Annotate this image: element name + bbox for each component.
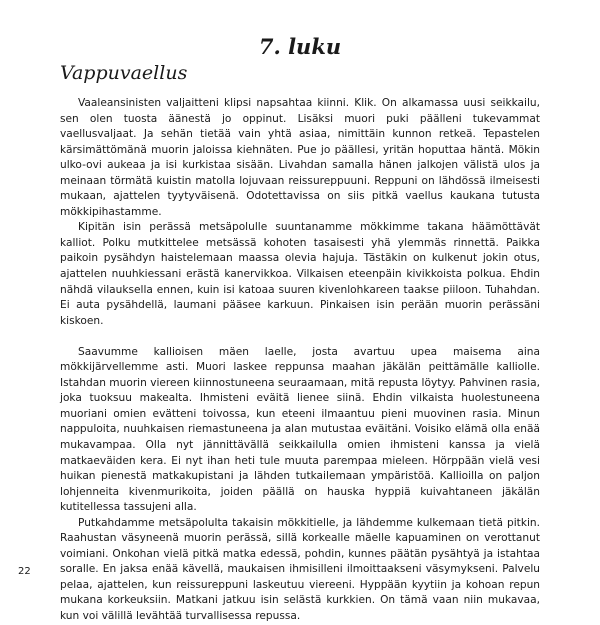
paragraph-1: Vaaleansinisten valjaitteni klipsi napsahtaa kiinni. Klik. On alkamassa uusi seikkailu, sen olen tuosta äänestä jo oppinut. Lisäksi muori puki päälleni tukevammat vaellusvaljaat. Ja sehän tietää vain yhtä asiaa, nimittäin kunnon retkeä. Tepastelen kärsimättömänä muorin jaloissa kiehnäten. Pue jo päällesi, yritän hoputtaa häntä. Mökin ulko-ovi aukeaa ja isi kurkistaa sisään. Livahdan samalla hänen jalkojen välistä ulos ja meinaan törmätä kuistin matolla lojuvaan reissureppuuni. Reppuni on lähdössä ilmeisesti mukaan, ajattelen tyytyväisenä. Odotettavissa on siis pitkä vaellus kaukana tutusta mökkipihastamme. xyxy=(60,97,540,218)
body-text xyxy=(60,96,540,625)
page-number: 22 xyxy=(18,566,31,577)
section-title: Vappuvaellus xyxy=(60,62,188,84)
chapter-title: 7. luku xyxy=(258,34,342,59)
paragraph-4: Putkahdamme metsäpolulta takaisin mökkitielle, ja lähdemme kulkemaan tietä pitkin. Raahustan väsyneenä muorin perässä, sillä korkealle mäelle kapuaminen on verottanut voimiani. Onkohan vielä pitkä matka edessä, pohdin, kunnes päätän pysähtyä ja istahtaa soralle. En jaksa enää kävellä, maukaisen ihmisilleni ilmoittaakseni väsymykseni. Palvelu pelaa, ajattelen, kun reissureppuni laskeutuu viereeni. Hyppään kyytiin ja kohoan repun mukana korkeuksiin. Matkani jatkuu isin selästä kurkkien. On tämä vaan niin mukavaa, kun voi välillä levähtää turvallisessa repussa. xyxy=(60,516,540,622)
paragraph-3: Saavumme kallioisen mäen laelle, josta avartuu upea maisema aina mökkijärvellemme asti. Muori laskee reppunsa maahan jäkälän peittämälle kalliolle. Istahdan muorin viereen kiinnostuneena seuraamaan, mitä repusta löytyy. Pahvinen rasia, joka tuoksuu makealta. Ihmisteni eväitä lienee siinä. Ehdin vilkaista huolestuneena muoriani omien evätteni toivossa, kun eteeni ilmaantuu pieni muovinen rasia. Minun nappuloita, nuuhkaisen riemastuneena ja alan mutustaa eväitäni. Voisiko elämä olla enää mukavampaa. Olla nyt jännittävällä seikkailulla omien ihmisteni kanssa ja vielä matkaeväiden kera. Ei nyt ihan heti tule muuta parempaa mieleen. Hörppään vielä vesi huikan pienestä matkakupistani ja lähden tutkailemaan ympäristöä. Kallioilla on paljon lohjenneita kivenmurikoita, joiden päällä on hauska hyppiä kuivahtaneen jäkälän kutitellessa tassujeni alla. xyxy=(60,345,540,514)
paragraph-2: Kipitän isin perässä metsäpolulle suuntanamme mökkimme takana häämöttävät kalliot. Polku mutkittelee metsässä kohoten tasaisesti yhä ylemmäs rinnettä. Paikka paikoin pysähdyn haistelemaan maassa olevia hajuja. Tästäkin on kulkenut jokin otus, ajattelen nuuhkiessani erästä kanervikkoa. Vilkaisen eteenpäin kivikkoista polkua. Ehdin nähdä vilauksella ennen, kuin isi katoaa suuren kivenlohkareen taakse piiloon. Tuhahdan. Ei auta pysähdellä, laumani pääsee karkuun. Pinkaisen isin perään muorin perässäni kiskoen. xyxy=(60,221,540,327)
